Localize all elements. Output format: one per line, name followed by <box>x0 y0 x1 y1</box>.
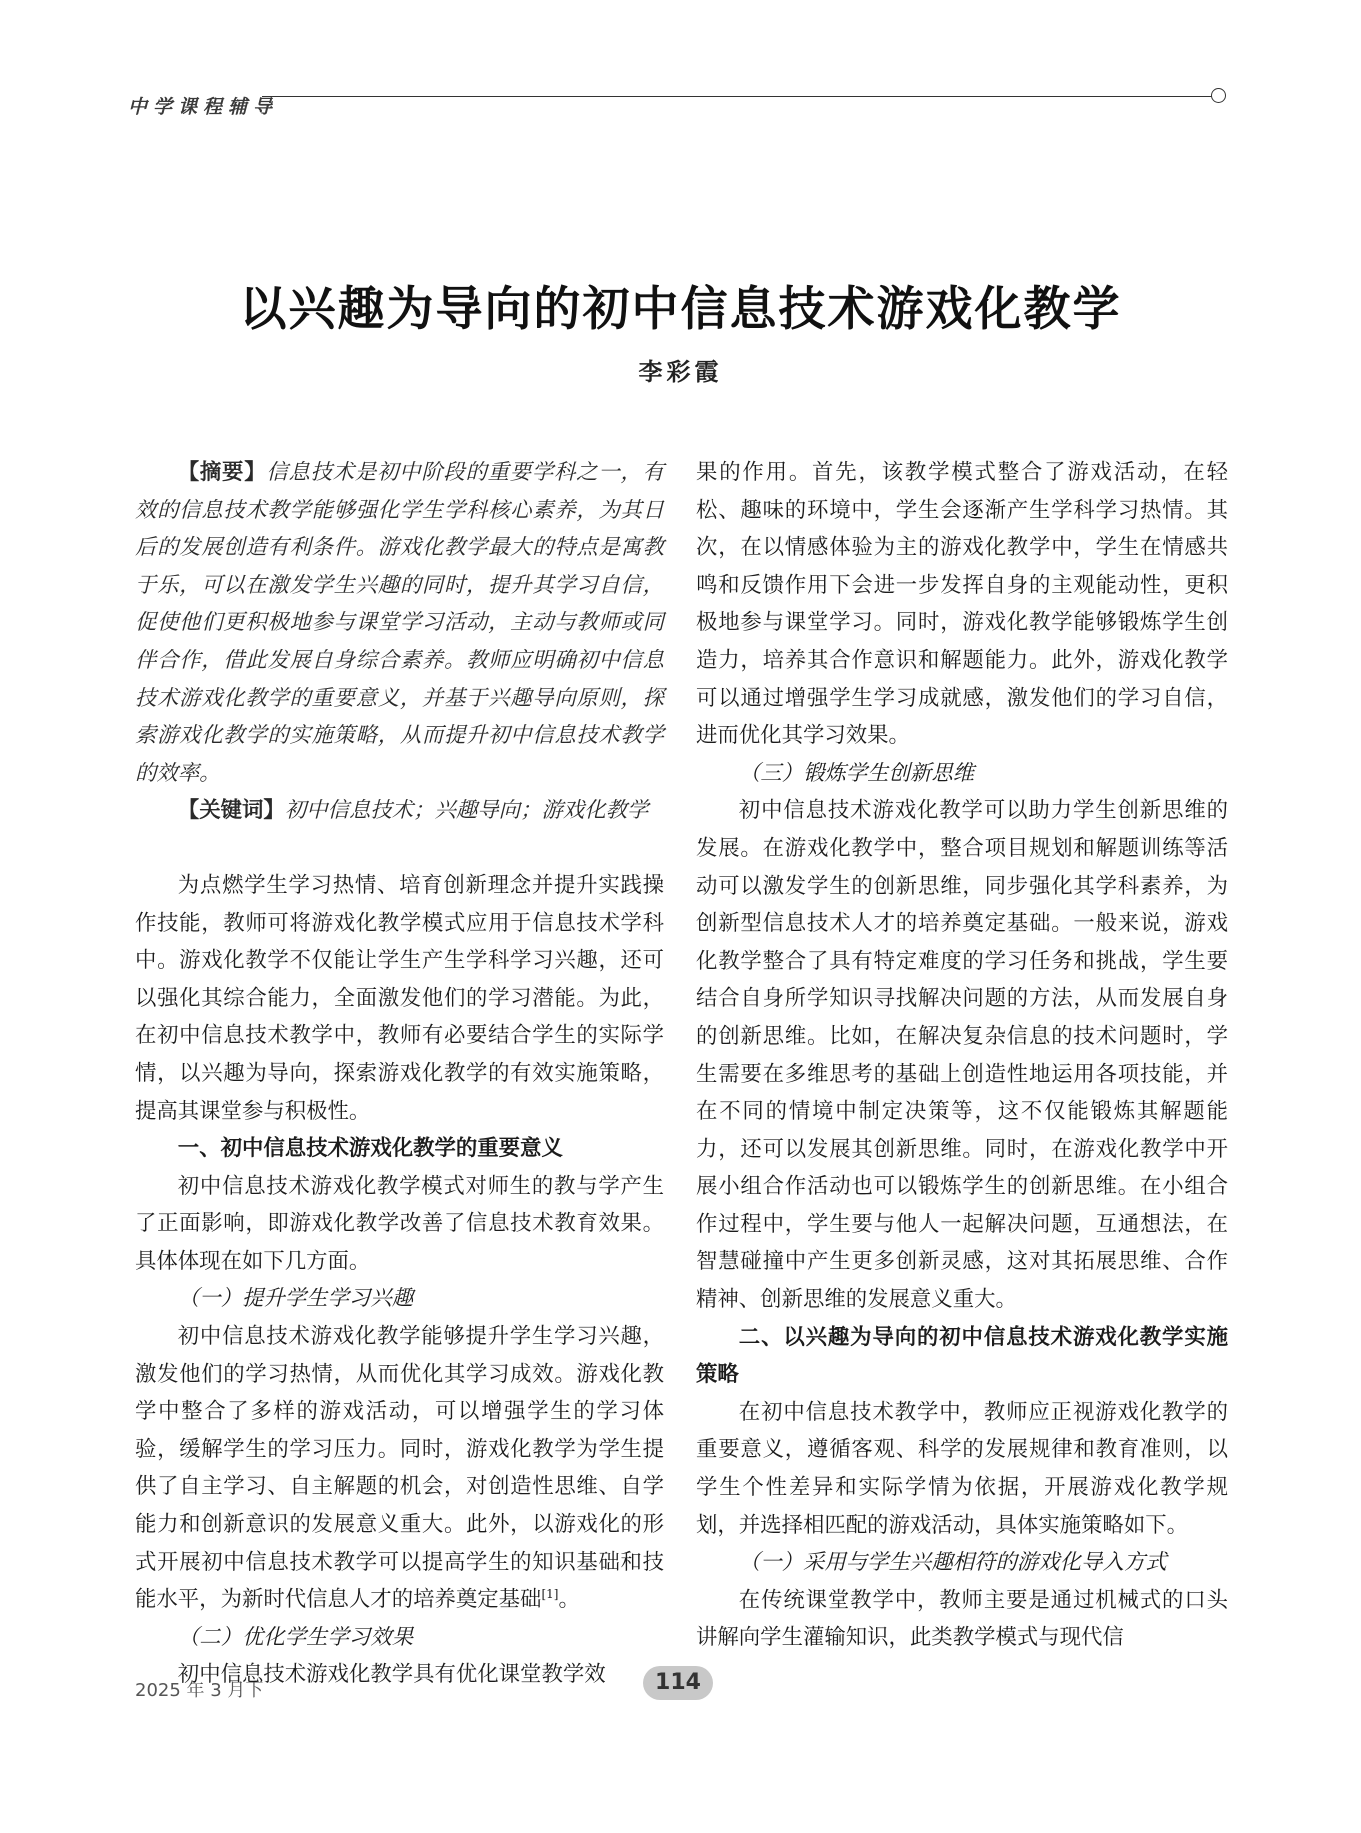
subsection-2-paragraph: 初中信息技术游戏化教学具有优化课堂教学效 <box>177 1662 606 1688</box>
keywords-label: 【关键词】 <box>177 798 285 824</box>
journal-name: 中学课程辅导 <box>128 96 279 118</box>
subsection-3-heading: （三）锻炼学生创新思维 <box>738 760 975 786</box>
section-1-paragraph: 初中信息技术游戏化教学模式对师生的教与学产生了正面影响，即游戏化教学改善了信息技术教育效果。具体体现在如下几方面。 <box>135 1173 664 1274</box>
subsection-1-heading: （一）提升学生学习兴趣 <box>177 1286 414 1312</box>
subsection-1-text: 初中信息技术游戏化教学能够提升学生学习兴趣，激发他们的学习热情，从而优化其学习成效。游戏化教学中整合了多样的游戏活动，可以增强学生的学习体验，缓解学生的学习压力。同时，游戏化教学为学生提供了自主学习、自主解题的机会，对创造性思维、自学能力和创新意识的发展意义重大。此外，以游戏化的形式开展初中信息技术教学可以提高学生的知识基础和技能水平，为新时代信息人才的培养奠定基础 <box>135 1324 664 1613</box>
abstract-text: 信息技术是初中阶段的重要学科之一，有效的信息技术教学能够强化学生学科核心素养，为其日后的发展创造有利条件。游戏化教学最大的特点是寓教于乐，可以在激发学生兴趣的同时，提升其学习自信，促使他们更积极地参与课堂学习活动，主动与教师或同伴合作，借此发展自身综合素养。教师应明确初中信息技术游戏化教学的重要意义，并基于兴趣导向原则，探索游戏化教学的实施策略，从而提升初中信息技术教学的效率。 <box>135 460 664 786</box>
right-column <box>696 454 1228 1657</box>
citation-1: [1] <box>541 1587 559 1602</box>
spacer <box>135 830 664 867</box>
keywords-text: 初中信息技术；兴趣导向；游戏化教学 <box>284 798 649 824</box>
subsection-2-heading: （二）优化学生学习效果 <box>177 1624 414 1650</box>
subsection-4-heading: （一）采用与学生兴趣相符的游戏化导入方式 <box>738 1550 1167 1576</box>
intro-paragraph: 为点燃学生学习热情、培育创新理念并提升实践操作技能，教师可将游戏化教学模式应用于信息技术学科中。游戏化教学不仅能让学生产生学科学习兴趣，还可以强化其综合能力，全面激发他们的学习潜能。为此，在初中信息技术教学中，教师有必要结合学生的实际学情，以兴趣为导向，探索游戏化教学的有效实施策略，提高其课堂参与积极性。 <box>135 872 664 1124</box>
subsection-1-paragraph <box>135 1318 664 1619</box>
abstract <box>135 454 664 792</box>
header-rule <box>262 96 1212 97</box>
subsection-4-paragraph: 在传统课堂教学中，教师主要是通过机械式的口头讲解向学生灌输知识，此类教学模式与现代信 <box>696 1587 1228 1651</box>
article-title: 以兴趣为导向的初中信息技术游戏化教学 <box>239 282 1122 337</box>
keywords <box>135 792 664 830</box>
issue-date: 2025 年 3 月下 <box>135 1680 264 1701</box>
abstract-label: 【摘要】 <box>177 460 267 485</box>
subsection-1-end: 。 <box>558 1587 580 1613</box>
section-2-heading: 二、以兴趣为导向的初中信息技术游戏化教学实施策略 <box>696 1324 1228 1388</box>
subsection-2-continuation: 果的作用。首先，该教学模式整合了游戏活动，在轻松、趣味的环境中，学生会逐渐产生学科学习热情。其次，在以情感体验为主的游戏化教学中，学生在情感共鸣和反馈作用下会进一步发挥自身的主观能动性，更积极地参与课堂学习。同时，游戏化教学能够锻炼学生创造力，培养其合作意识和解题能力。此外，游戏化教学可以通过增强学生学习成就感，激发他们的学习自信，进而优化其学习效果。 <box>696 460 1228 749</box>
page-number: 114 <box>643 1666 713 1700</box>
subsection-3-paragraph: 初中信息技术游戏化教学可以助力学生创新思维的发展。在游戏化教学中，整合项目规划和解题训练等活动可以激发学生的创新思维，同步强化其学科素养，为创新型信息技术人才的培养奠定基础。一般来说，游戏化教学整合了具有特定难度的学习任务和挑战，学生要结合自身所学知识寻找解决问题的方法，从而发展自身的创新思维。比如，在解决复杂信息的技术问题时，学生需要在多维思考的基础上创造性地运用各项技能，并在不同的情境中制定决策等，这不仅能锻炼其解题能力，还可以发展其创新思维。同时，在游戏化教学中开展小组合作活动也可以锻炼学生的创新思维。在小组合作过程中，学生要与他人一起解决问题，互通想法，在智慧碰撞中产生更多创新灵感，这对其拓展思维、合作精神、创新思维的发展意义重大。 <box>696 798 1228 1313</box>
left-column <box>135 454 664 1694</box>
section-1-heading: 一、初中信息技术游戏化教学的重要意义 <box>177 1136 563 1162</box>
article-author: 李彩霞 <box>638 357 723 386</box>
section-2-paragraph: 在初中信息技术教学中，教师应正视游戏化教学的重要意义，遵循客观、科学的发展规律和教育准则，以学生个性差异和实际学情为依据，开展游戏化教学规划，并选择相匹配的游戏活动，具体实施策略如下。 <box>696 1399 1228 1538</box>
header-circle-ornament <box>1211 88 1226 103</box>
